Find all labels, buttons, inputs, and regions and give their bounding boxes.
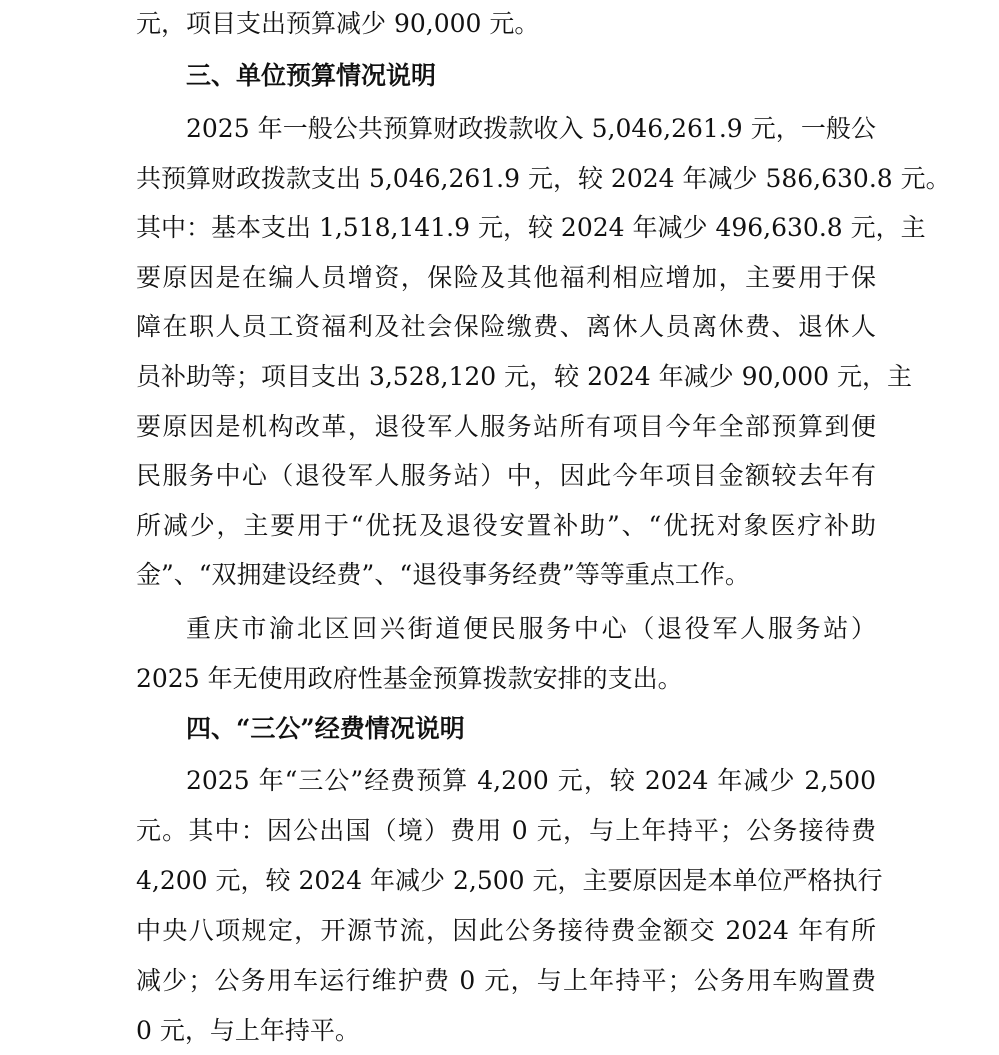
- text-line: 共预算财政拨款支出 5,046,261.9 元，较 2024 年减少 586,630.8 元。: [136, 164, 951, 193]
- text-line: 重庆市渝北区回兴街道便民服务中心（退役军人服务站）: [186, 614, 876, 643]
- section-heading-4: 四、“三公”经费情况说明: [186, 714, 465, 743]
- text-line: 员补助等；项目支出 3,528,120 元，较 2024 年减少 90,000 元，主: [136, 362, 913, 391]
- text-line: 减少；公务用车运行维护费 0 元，与上年持平；公务用车购置费: [136, 966, 876, 995]
- text-line: 2025 年一般公共预算财政拨款收入 5,046,261.9 元，一般公: [186, 114, 876, 143]
- text-line: 所减少，主要用于“优抚及退役安置补助”、“优抚对象医疗补助: [136, 511, 876, 540]
- text-line: 元。其中：因公出国（境）费用 0 元，与上年持平；公务接待费: [136, 816, 876, 845]
- section-heading-3: 三、单位预算情况说明: [186, 61, 437, 90]
- text-line: 要原因是机构改革，退役军人服务站所有项目今年全部预算到便: [136, 412, 876, 441]
- text-line: 2025 年无使用政府性基金预算拨款安排的支出。: [136, 664, 683, 693]
- text-line: 4,200 元，较 2024 年减少 2,500 元，主要原因是本单位严格执行: [136, 866, 883, 895]
- text-line: 其中：基本支出 1,518,141.9 元，较 2024 年减少 496,630.8 元，主: [136, 213, 926, 242]
- text-line: 2025 年“三公”经费预算 4,200 元，较 2024 年减少 2,500: [186, 766, 876, 795]
- text-line: 金”、“双拥建设经费”、“退役事务经费”等等重点工作。: [136, 560, 750, 589]
- text-line: 障在职人员工资福利及社会保险缴费、离休人员离休费、退休人: [136, 312, 876, 341]
- text-line: 中央八项规定，开源节流，因此公务接待费金额交 2024 年有所: [136, 916, 876, 945]
- text-line: 0 元，与上年持平。: [136, 1016, 360, 1045]
- text-line: 元，项目支出预算减少 90,000 元。: [136, 9, 540, 38]
- text-line: 民服务中心（退役军人服务站）中，因此今年项目金额较去年有: [136, 461, 876, 490]
- text-line: 要原因是在编人员增资，保险及其他福利相应增加，主要用于保: [136, 263, 876, 292]
